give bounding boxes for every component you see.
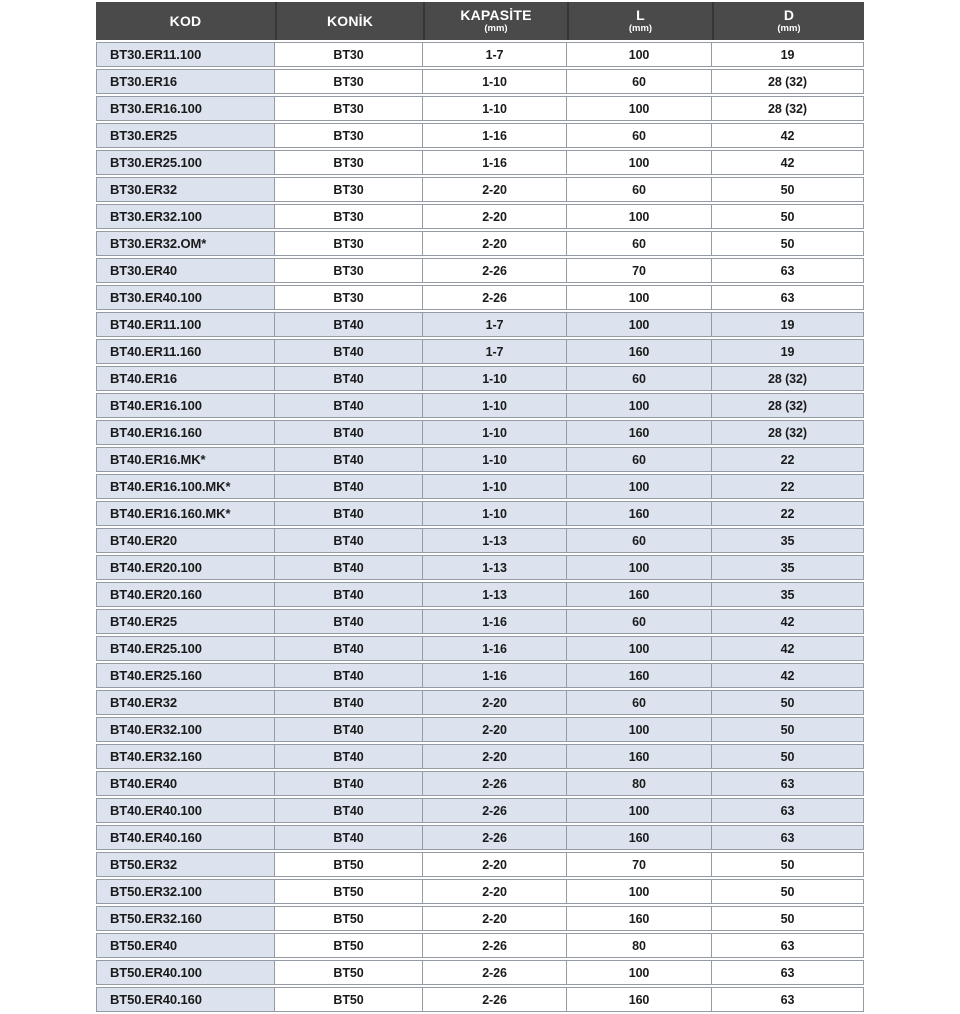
cell-d: 63 <box>712 798 864 823</box>
cell-konik: BT50 <box>275 852 423 877</box>
table-row <box>96 258 864 283</box>
cell-konik: BT30 <box>275 42 423 67</box>
column-header-kapasite <box>423 2 567 40</box>
cell-kod: BT40.ER16.MK* <box>96 447 275 472</box>
cell-konik: BT40 <box>275 528 423 553</box>
cell-kapasite: 1-10 <box>423 96 567 121</box>
cell-kapasite: 2-26 <box>423 798 567 823</box>
table-row <box>96 879 864 904</box>
table-row <box>96 798 864 823</box>
cell-d: 63 <box>712 987 864 1012</box>
cell-kod: BT50.ER40.160 <box>96 987 275 1012</box>
cell-konik: BT50 <box>275 960 423 985</box>
table-row <box>96 150 864 175</box>
cell-konik: BT40 <box>275 393 423 418</box>
cell-kod: BT40.ER40.100 <box>96 798 275 823</box>
cell-d: 63 <box>712 933 864 958</box>
cell-d: 35 <box>712 582 864 607</box>
cell-kod: BT40.ER20 <box>96 528 275 553</box>
cell-konik: BT40 <box>275 798 423 823</box>
cell-d: 19 <box>712 312 864 337</box>
cell-l: 100 <box>567 717 712 742</box>
cell-d: 35 <box>712 555 864 580</box>
table-row <box>96 393 864 418</box>
table-row <box>96 528 864 553</box>
column-label: KONİK <box>326 12 374 29</box>
cell-kod: BT40.ER16.160.MK* <box>96 501 275 526</box>
cell-kapasite: 1-16 <box>423 123 567 148</box>
cell-kapasite: 1-13 <box>423 582 567 607</box>
cell-kod: BT40.ER32.160 <box>96 744 275 769</box>
cell-kapasite: 1-10 <box>423 447 567 472</box>
cell-d: 63 <box>712 960 864 985</box>
cell-kapasite: 2-26 <box>423 258 567 283</box>
cell-kapasite: 1-7 <box>423 42 567 67</box>
column-label: KAPASİTE <box>460 7 532 24</box>
table-row <box>96 123 864 148</box>
cell-l: 160 <box>567 663 712 688</box>
cell-l: 60 <box>567 609 712 634</box>
cell-l: 70 <box>567 258 712 283</box>
cell-l: 70 <box>567 852 712 877</box>
cell-kapasite: 2-20 <box>423 906 567 931</box>
table-row <box>96 474 864 499</box>
cell-d: 42 <box>712 150 864 175</box>
cell-d: 28 (32) <box>712 366 864 391</box>
cell-d: 19 <box>712 339 864 364</box>
cell-kod: BT50.ER32.160 <box>96 906 275 931</box>
cell-kapasite: 1-7 <box>423 339 567 364</box>
cell-konik: BT40 <box>275 420 423 445</box>
cell-konik: BT50 <box>275 933 423 958</box>
cell-d: 22 <box>712 501 864 526</box>
cell-kod: BT30.ER32.100 <box>96 204 275 229</box>
cell-kod: BT30.ER16 <box>96 69 275 94</box>
cell-kapasite: 2-20 <box>423 717 567 742</box>
cell-kapasite: 1-7 <box>423 312 567 337</box>
cell-l: 160 <box>567 987 712 1012</box>
cell-kapasite: 1-10 <box>423 420 567 445</box>
cell-konik: BT40 <box>275 366 423 391</box>
cell-d: 50 <box>712 852 864 877</box>
column-header-l <box>567 2 712 40</box>
table-row <box>96 231 864 256</box>
cell-kod: BT40.ER11.160 <box>96 339 275 364</box>
cell-l: 100 <box>567 393 712 418</box>
cell-konik: BT40 <box>275 339 423 364</box>
cell-konik: BT40 <box>275 312 423 337</box>
cell-l: 160 <box>567 501 712 526</box>
cell-konik: BT50 <box>275 879 423 904</box>
cell-l: 80 <box>567 933 712 958</box>
cell-d: 42 <box>712 636 864 661</box>
cell-l: 100 <box>567 150 712 175</box>
cell-l: 160 <box>567 906 712 931</box>
cell-d: 22 <box>712 447 864 472</box>
cell-kapasite: 2-26 <box>423 771 567 796</box>
cell-kod: BT40.ER16.100 <box>96 393 275 418</box>
cell-konik: BT40 <box>275 582 423 607</box>
cell-kod: BT40.ER16.100.MK* <box>96 474 275 499</box>
cell-l: 160 <box>567 420 712 445</box>
cell-l: 100 <box>567 42 712 67</box>
table-row <box>96 744 864 769</box>
cell-d: 50 <box>712 717 864 742</box>
cell-d: 28 (32) <box>712 69 864 94</box>
table-row <box>96 339 864 364</box>
cell-kapasite: 2-26 <box>423 825 567 850</box>
table-row <box>96 771 864 796</box>
cell-kapasite: 2-26 <box>423 987 567 1012</box>
table-row <box>96 312 864 337</box>
cell-kapasite: 2-20 <box>423 231 567 256</box>
cell-konik: BT40 <box>275 636 423 661</box>
table-row <box>96 366 864 391</box>
cell-kod: BT40.ER40.160 <box>96 825 275 850</box>
table-row <box>96 906 864 931</box>
table-row <box>96 501 864 526</box>
cell-kapasite: 1-13 <box>423 528 567 553</box>
table-row <box>96 285 864 310</box>
cell-konik: BT40 <box>275 690 423 715</box>
cell-l: 100 <box>567 798 712 823</box>
cell-d: 63 <box>712 771 864 796</box>
cell-d: 42 <box>712 609 864 634</box>
table-row <box>96 717 864 742</box>
table-row <box>96 825 864 850</box>
cell-d: 63 <box>712 258 864 283</box>
cell-d: 50 <box>712 690 864 715</box>
cell-kod: BT30.ER25.100 <box>96 150 275 175</box>
cell-d: 50 <box>712 231 864 256</box>
cell-konik: BT40 <box>275 501 423 526</box>
cell-kapasite: 1-10 <box>423 69 567 94</box>
cell-kod: BT40.ER20.160 <box>96 582 275 607</box>
table-row <box>96 96 864 121</box>
table-row <box>96 690 864 715</box>
cell-l: 60 <box>567 123 712 148</box>
cell-kapasite: 2-20 <box>423 744 567 769</box>
column-header-d <box>712 2 864 40</box>
cell-kod: BT50.ER32.100 <box>96 879 275 904</box>
cell-konik: BT50 <box>275 906 423 931</box>
cell-kapasite: 1-16 <box>423 663 567 688</box>
column-header-kod <box>96 2 275 40</box>
cell-l: 100 <box>567 960 712 985</box>
cell-kapasite: 1-16 <box>423 636 567 661</box>
cell-d: 50 <box>712 177 864 202</box>
cell-konik: BT30 <box>275 285 423 310</box>
cell-l: 160 <box>567 339 712 364</box>
cell-konik: BT30 <box>275 150 423 175</box>
cell-l: 80 <box>567 771 712 796</box>
cell-d: 50 <box>712 204 864 229</box>
cell-d: 28 (32) <box>712 420 864 445</box>
cell-konik: BT40 <box>275 609 423 634</box>
table-row <box>96 933 864 958</box>
cell-l: 60 <box>567 177 712 202</box>
cell-kod: BT40.ER25 <box>96 609 275 634</box>
cell-d: 22 <box>712 474 864 499</box>
cell-kod: BT30.ER40 <box>96 258 275 283</box>
cell-konik: BT40 <box>275 771 423 796</box>
table-row <box>96 663 864 688</box>
table-row <box>96 69 864 94</box>
table-header <box>96 2 864 40</box>
table-row <box>96 177 864 202</box>
column-label: L <box>636 7 645 24</box>
cell-l: 60 <box>567 366 712 391</box>
cell-d: 28 (32) <box>712 393 864 418</box>
cell-d: 28 (32) <box>712 96 864 121</box>
cell-kapasite: 1-10 <box>423 501 567 526</box>
cell-d: 42 <box>712 663 864 688</box>
cell-kapasite: 1-13 <box>423 555 567 580</box>
cell-d: 63 <box>712 825 864 850</box>
cell-kod: BT40.ER25.160 <box>96 663 275 688</box>
column-unit-label: (mm) <box>628 22 653 34</box>
table-row <box>96 852 864 877</box>
cell-l: 60 <box>567 690 712 715</box>
cell-d: 63 <box>712 285 864 310</box>
cell-kod: BT40.ER32.100 <box>96 717 275 742</box>
cell-kod: BT50.ER40 <box>96 933 275 958</box>
cell-kapasite: 2-20 <box>423 852 567 877</box>
cell-l: 100 <box>567 879 712 904</box>
table-row <box>96 447 864 472</box>
cell-kod: BT40.ER32 <box>96 690 275 715</box>
cell-kod: BT30.ER11.100 <box>96 42 275 67</box>
cell-l: 100 <box>567 474 712 499</box>
cell-kod: BT50.ER32 <box>96 852 275 877</box>
cell-l: 160 <box>567 825 712 850</box>
cell-kod: BT40.ER25.100 <box>96 636 275 661</box>
cell-d: 19 <box>712 42 864 67</box>
collet-chuck-spec-table <box>96 0 864 1014</box>
cell-l: 100 <box>567 312 712 337</box>
cell-kod: BT30.ER40.100 <box>96 285 275 310</box>
cell-l: 100 <box>567 96 712 121</box>
cell-konik: BT40 <box>275 447 423 472</box>
cell-kapasite: 1-16 <box>423 609 567 634</box>
cell-konik: BT40 <box>275 717 423 742</box>
cell-kapasite: 1-10 <box>423 474 567 499</box>
cell-konik: BT40 <box>275 474 423 499</box>
table-body <box>96 42 864 1012</box>
cell-kod: BT40.ER40 <box>96 771 275 796</box>
table-row <box>96 987 864 1012</box>
cell-l: 100 <box>567 636 712 661</box>
cell-kod: BT30.ER16.100 <box>96 96 275 121</box>
column-header-konik <box>275 2 423 40</box>
cell-kod: BT40.ER11.100 <box>96 312 275 337</box>
table-row <box>96 582 864 607</box>
cell-kod: BT40.ER16 <box>96 366 275 391</box>
table-row <box>96 555 864 580</box>
cell-kapasite: 2-20 <box>423 879 567 904</box>
cell-l: 60 <box>567 447 712 472</box>
cell-konik: BT30 <box>275 258 423 283</box>
cell-kapasite: 2-20 <box>423 177 567 202</box>
cell-d: 42 <box>712 123 864 148</box>
cell-konik: BT40 <box>275 555 423 580</box>
cell-kod: BT30.ER32 <box>96 177 275 202</box>
cell-konik: BT30 <box>275 96 423 121</box>
cell-kod: BT40.ER20.100 <box>96 555 275 580</box>
column-unit-label: (mm) <box>484 22 508 34</box>
cell-d: 50 <box>712 906 864 931</box>
cell-konik: BT30 <box>275 69 423 94</box>
cell-d: 50 <box>712 744 864 769</box>
cell-kapasite: 2-26 <box>423 285 567 310</box>
cell-konik: BT30 <box>275 231 423 256</box>
cell-konik: BT50 <box>275 987 423 1012</box>
cell-konik: BT40 <box>275 825 423 850</box>
cell-kod: BT30.ER32.OM* <box>96 231 275 256</box>
column-label: D <box>783 7 795 24</box>
cell-konik: BT30 <box>275 177 423 202</box>
cell-l: 60 <box>567 528 712 553</box>
cell-kod: BT40.ER16.160 <box>96 420 275 445</box>
cell-l: 100 <box>567 204 712 229</box>
cell-l: 160 <box>567 582 712 607</box>
table-row <box>96 420 864 445</box>
table-row <box>96 42 864 67</box>
cell-konik: BT40 <box>275 663 423 688</box>
column-label: KOD <box>169 12 202 29</box>
cell-kapasite: 1-10 <box>423 393 567 418</box>
cell-kapasite: 2-20 <box>423 204 567 229</box>
table-row <box>96 960 864 985</box>
cell-kod: BT30.ER25 <box>96 123 275 148</box>
cell-kapasite: 1-16 <box>423 150 567 175</box>
cell-l: 100 <box>567 555 712 580</box>
cell-kapasite: 2-26 <box>423 960 567 985</box>
cell-kod: BT50.ER40.100 <box>96 960 275 985</box>
table-row <box>96 609 864 634</box>
cell-d: 50 <box>712 879 864 904</box>
cell-kapasite: 2-20 <box>423 690 567 715</box>
cell-konik: BT40 <box>275 744 423 769</box>
cell-l: 160 <box>567 744 712 769</box>
cell-l: 60 <box>567 231 712 256</box>
table-row <box>96 636 864 661</box>
cell-konik: BT30 <box>275 204 423 229</box>
cell-l: 100 <box>567 285 712 310</box>
table-row <box>96 204 864 229</box>
cell-konik: BT30 <box>275 123 423 148</box>
cell-kapasite: 2-26 <box>423 933 567 958</box>
column-unit-label: (mm) <box>777 22 801 34</box>
header-row <box>96 2 864 40</box>
cell-d: 35 <box>712 528 864 553</box>
cell-l: 60 <box>567 69 712 94</box>
cell-kapasite: 1-10 <box>423 366 567 391</box>
